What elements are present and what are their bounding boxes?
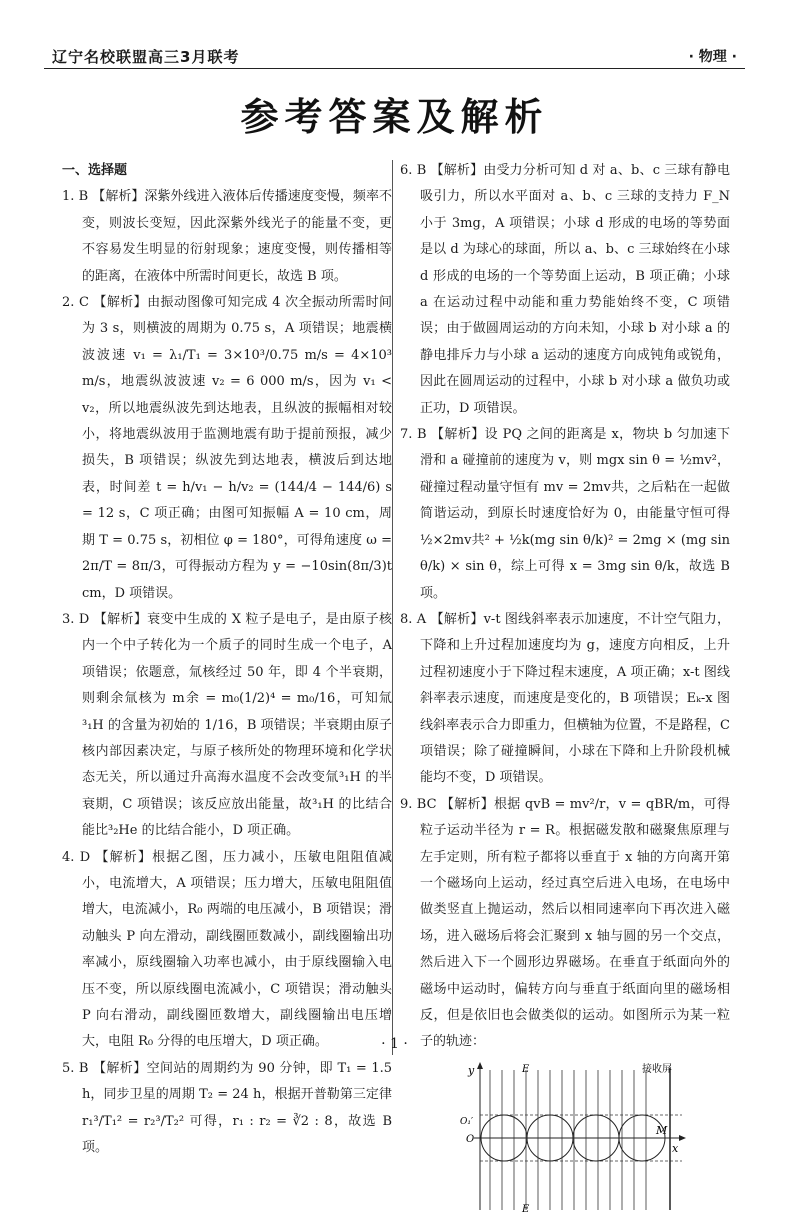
particle-trajectory-figure (460, 1060, 690, 1215)
answer-item-9: 9. BC 【解析】根据 qvB = mv²/r，v = qBR/m，可得粒子运动半径为 r = R。根据磁发散和磁聚焦原理与左手定则，所有粒子都将以垂直于 x 轴的方向离开第一个磁场向上运动，经过真空后进入电场，在电场中做类竖直上抛运动，然后以相同速率向下再次进入磁场，进入磁场后将会汇聚到 x 轴与圆的另一个交点，然后进入下一个圆形边界磁场。在垂直于纸面向外的磁场中运动时，偏转方向与垂直于纸面向里的磁场相反，但是依旧也会做类似的运动。如图所示为某一粒子的轨迹： (400, 796, 730, 1050)
section-heading: 一、选择题 (62, 163, 128, 178)
page-number: · 1 · (381, 1036, 408, 1052)
answer-item-4: 4. D 【解析】根据乙图，压力减小，压敏电阻阻值减小，电流增大，A 项错误；压力增大，压敏电阻阻值增大，电流减小，R₀ 两端的电压减小，B 项错误；滑动触头 P 向左滑动，副线圈匝数减小，副线圈输出功率减小，原线圈输入功率也减小，由于原线圈输入电压不变，所以原线圈电流减小，C 项错误；滑动触头 P 向右滑动，副线圈匝数增大，副线圈输出电压增大，电阻 R₀ 分得的电压增大，D 项正确。 (62, 849, 392, 1050)
x-axis-label: x (672, 1141, 679, 1155)
subject-label: · 物理 · (688, 49, 737, 65)
screen-label: 接收屏 (642, 1063, 672, 1075)
y-axis-label: y (468, 1063, 475, 1077)
page-header (44, 42, 745, 69)
origin-label: O (466, 1133, 475, 1145)
o1-label: O₁′ (460, 1116, 474, 1127)
answer-item-1: 1. B 【解析】深紫外线进入液体后传播速度变慢，频率不变，则波长变短，因此深紫外线光子的能量不变，更不容易发生明显的衍射现象；速度变慢，则传播相等的距离，在液体中所需时间更长，故选 B 项。 (62, 189, 392, 284)
answer-item-8: 8. A 【解析】v-t 图线斜率表示加速度，不计空气阻力，下降和上升过程加速度均为 g，速度方向相反，上升过程初速度小于下降过程末速度，A 项正确；x-t 图线斜率表示速度，而速度是变化的，B 项错误；Eₖ-x 图线斜率表示合力即重力，但横轴为位置，不是路程，C 项错误；除了碰撞瞬间，小球在下降和上升阶段机械能均不变，D 项错误。 (400, 611, 730, 786)
point-m-label: M (656, 1123, 668, 1137)
column-divider (392, 160, 393, 1055)
left-column (62, 158, 392, 1161)
right-column (400, 158, 730, 1225)
page-title: 参考答案及解析 (240, 95, 549, 139)
field-e-bottom-label: E (522, 1203, 530, 1215)
answer-item-2: 2. C 【解析】由振动图像可知完成 4 次全振动所需时间为 3 s，则横波的周期为 0.75 s，A 项错误；地震横波波速 v₁ = λ₁/T₁ = 3×10³/0.75 m/s = 4×10³ m/s，地震纵波波速 v₂ = 6 000 m/s，因为 v₁ < v₂，所以地震纵波先到达地表，且纵波的振幅相对较小，将地震纵波用于监测地震有助于提前预报，减少损失，B 项错误；纵波先到达地表，横波后到达地表，时间差 t = h/v₁ − h/v₂ = (144/4 − 144/6) s = 12 s，C 项正确；由图可知振幅 A = 10 cm，周期 T = 0.75 s，初相位 φ = 180°，可得角速度 ω = 2π/T = 8π/3，可得振动方程为 y = −10sin(8π/3)t cm，D 项错误。 (62, 295, 392, 601)
answer-item-3: 3. D 【解析】衰变中生成的 X 粒子是电子，是由原子核内一个中子转化为一个质子的同时生成一个电子，A 项错误；依题意，氚核经过 50 年，即 4 个半衰期，则剩余氚核为 m余 = m₀(1/2)⁴ = m₀/16，可知氚³₁H 的含量为初始的 1/16，B 项错误；半衰期由原子核内部因素决定，与原子核所处的物理环境和化学状态无关，所以通过升高海水温度不会改变氚³₁H 的半衰期，C 项错误；该反应放出能量，故³₁H 的比结合能比³₂He 的比结合能小，D 项正确。 (62, 611, 392, 839)
field-e-top-label: E (522, 1063, 530, 1075)
exam-name: 辽宁名校联盟高三3月联考 (52, 48, 240, 66)
answer-item-6: 6. B 【解析】由受力分析可知 d 对 a、b、c 三球有静电吸引力，所以水平面对 a、b、c 三球的支持力 F_N 小于 3mg，A 项错误；小球 d 形成的电场的等势面是以 d 为球心的球面，所以 a、b、c 三球始终在小球 d 形成的电场的一个等势面上运动，B 项正确；小球 a 在运动过程中动能和重力势能始终不变，C 项错误；由于做圆周运动的方向未知，小球 b 对小球 a 的静电排斥力与小球 a 运动的速度方向成钝角或锐角，因此在圆周运动的过程中，小球 b 对小球 a 做负功或正功，D 项错误。 (400, 163, 730, 416)
answer-item-5: 5. B 【解析】空间站的周期约为 90 分钟，即 T₁ = 1.5 h，同步卫星的周期 T₂ = 24 h，根据开普勒第三定律 r₁³/T₁² = r₂³/T₂² 可得，r₁ : r₂ = ∛2 : 8，故选 B 项。 (62, 1060, 392, 1156)
answer-item-7: 7. B 【解析】设 PQ 之间的距离是 x，物块 b 匀加速下滑和 a 碰撞前的速度为 v，则 mgx sin θ = ½mv²，碰撞过程动量守恒有 mv = 2mv共，之后粘在一起做简谐运动，到原长时速度恰好为 0，由能量守恒可得 ½×2mv共² + ½k(mg sin θ/k)² = 2mg × (mg sin θ/k) × sin θ，综上可得 x = 3mg sin θ/k，故选 B 项。 (400, 427, 730, 601)
